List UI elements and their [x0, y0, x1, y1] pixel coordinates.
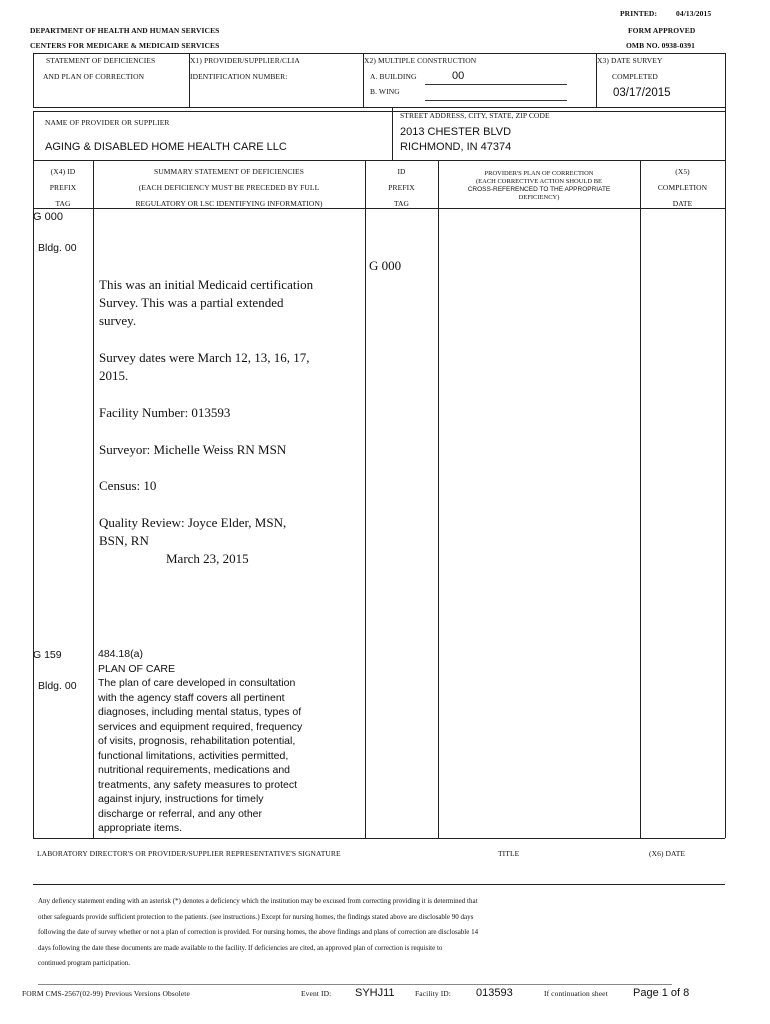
page-number: Page 1 of 8: [633, 987, 690, 999]
census: Census: 10: [99, 478, 157, 493]
facility-number: Facility Number: 013593: [99, 405, 231, 420]
event-id-value: SYHJ11: [355, 987, 395, 999]
date-label: (X6) DATE: [649, 849, 686, 858]
completed-label: COMPLETED: [612, 72, 658, 81]
centers-name: CENTERS FOR MEDICARE & MEDICAID SERVICES: [30, 41, 220, 50]
date-survey-label: X3) DATE SURVEY: [597, 56, 663, 65]
printed-date: 04/13/2015: [676, 9, 712, 18]
statement-label-line2: AND PLAN OF CORRECTION: [43, 72, 145, 81]
provider-name-label: NAME OF PROVIDER OR SUPPLIER: [45, 118, 170, 127]
address-city: RICHMOND, IN 47374: [400, 141, 512, 153]
continuation-label: If continuation sheet: [544, 989, 608, 998]
omb-number: OMB NO. 0938-0391: [626, 41, 695, 50]
quality-review: Quality Review: Joyce Elder, MSN, BSN, RN: [99, 515, 287, 548]
col-plan-header: PROVIDER'S PLAN OF CORRECTION (EACH CORRECTIVE ACTION SHOULD BE CROSS-REFERENCED TO THE APPROPRIATE DEFICIENCY): [467, 170, 611, 201]
provider-name: AGING & DISABLED HOME HEALTH CARE LLC: [45, 141, 287, 153]
col-id-tag-header: ID PREFIX TAG: [388, 167, 415, 208]
address-label: STREET ADDRESS, CITY, STATE, ZIP CODE: [400, 111, 550, 120]
building-value: 00: [452, 70, 465, 82]
paragraph-survey-dates: Survey dates were March 12, 13, 16, 17, 2015.: [99, 350, 310, 383]
tag-g000: G 000: [33, 211, 63, 223]
event-id-label: Event ID:: [301, 989, 332, 998]
provider-id-label-line1: X1) PROVIDER/SUPPLIER/CLIA: [190, 56, 300, 65]
title-label: TITLE: [498, 849, 520, 858]
wing-label: B. WING: [370, 87, 400, 96]
col-summary-header: SUMMARY STATEMENT OF DEFICIENCIES (EACH DEFICIENCY MUST BE PRECEDED BY FULL REGULATORY OR LSC IDENTIFYING INFORMATION): [135, 167, 323, 208]
bldg-g000: Bldg. 00: [38, 242, 77, 254]
survey-completed-date: 03/17/2015: [613, 87, 671, 99]
disclaimer: Any defiency statement ending with an asterisk (*) denotes a deficiency which the institution may be excused from correcting providing it is determined that other safeguards provide sufficient protection to the patients. (see instructions.) Except for nursing homes, the findings stated above are disclosable 90 days following the date of survey whether or not a plan of correction is provided. For nursing homes, the above findings and plans of correction are disclosable 14 days following the date these documents are made available to the facility. If deficiencies are cited, an approved plan of correction is requisite to continued program participation.: [38, 897, 479, 967]
bldg-g159: Bldg. 00: [38, 680, 77, 692]
provider-id-label-line2: IDENTIFICATION NUMBER:: [190, 72, 288, 81]
printed-label: PRINTED:: [620, 9, 658, 18]
col-completion-header: (X5) COMPLETION DATE: [657, 167, 708, 208]
tag-g159: G 159: [33, 649, 62, 661]
department-name: DEPARTMENT OF HEALTH AND HUMAN SERVICES: [30, 26, 220, 35]
signature-label: LABORATORY DIRECTOR'S OR PROVIDER/SUPPLIER REPRESENTATIVE'S SIGNATURE: [37, 849, 341, 858]
form-number: FORM CMS-2567(02-99) Previous Versions Obsolete: [22, 989, 190, 998]
facility-id-label: Facility ID:: [415, 989, 451, 998]
form-approved: FORM APPROVED: [628, 26, 696, 35]
quality-review-date: March 23, 2015: [166, 551, 249, 566]
multiple-construction-label: X2) MULTIPLE CONSTRUCTION: [364, 56, 477, 65]
plan-of-care-text: 484.18(a) PLAN OF CARE The plan of care developed in consultation with the agency staff covers all pertinent diagnoses, including mental status, types of services and equipment required, frequency of visits, prognosis, rehabilitation potential, functional limitations, activities permitted, nutritional requirements, medications and treatments, any safety measures to protect against injury, instructions for timely discharge or referral, and any other appropriate items.: [98, 648, 303, 834]
col-id-prefix-header: (X4) ID PREFIX TAG: [49, 167, 77, 208]
facility-id-value: 013593: [476, 987, 513, 999]
building-label: A. BUILDING: [370, 72, 417, 81]
paragraph-initial-survey: This was an initial Medicaid certification Survey. This was a partial extended survey.: [99, 277, 314, 328]
id-tag-g000: G 000: [369, 258, 402, 273]
address-street: 2013 CHESTER BLVD: [400, 126, 512, 138]
statement-label-line1: STATEMENT OF DEFICIENCIES: [46, 56, 156, 65]
surveyor: Surveyor: Michelle Weiss RN MSN: [99, 442, 287, 457]
